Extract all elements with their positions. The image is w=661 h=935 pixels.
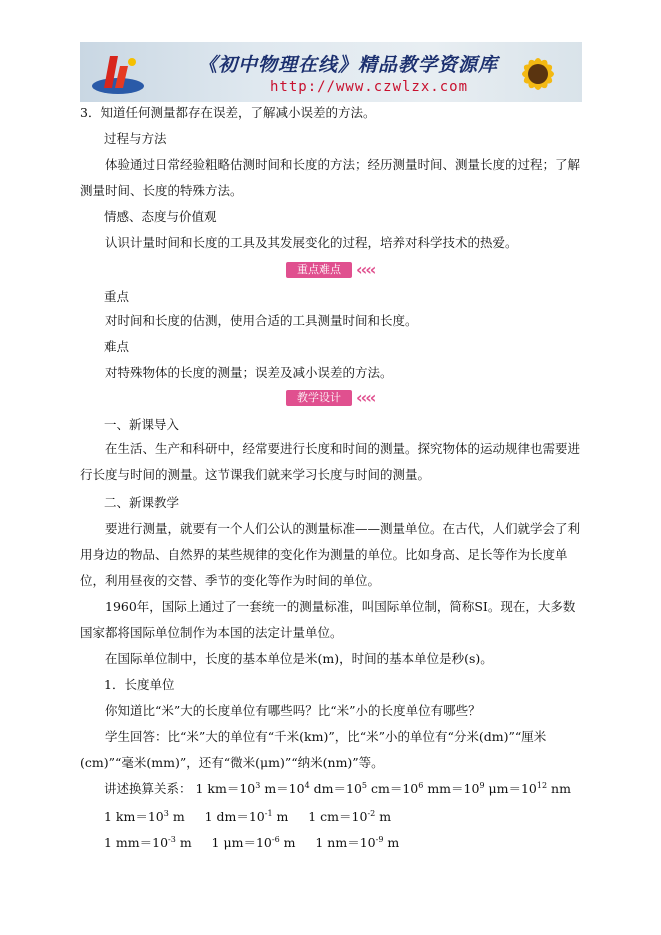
heading-length-units: 1．长度单位 [104,677,175,692]
conversion-chain: 讲述换算关系： 1 $km=10^3$ $m=10^4$ $dm=10^5$ $cm=10^6$ $mm=10^9$ $\mu m=10^{12}$ nm [104,780,571,796]
para-key: 对时间和长度的估测，使用合适的工具测量时间和长度。 [105,313,418,328]
para-new-3: 在国际单位制中，长度的基本单位是米(m)，时间的基本单位是秒(s)。 [105,651,493,666]
sunflower-icon [498,44,576,102]
para-process: 体验通过日常经验粗略估测时间和长度的方法；经历测量时间、测量长度的过程；了解测量时间、长度的特殊方法。 [80,157,581,198]
para-intro: 在生活、生产和科研中，经常要进行长度和时间的测量。探究物体的运动规律也需要进行长度与时间的测量。这节课我们就来学习长度与时间的测量。 [80,441,581,482]
para-new-2: 1960年，国际上通过了一套统一的测量标准，叫国际单位制，简称SI。现在，大多数国家都将国际单位制作为本国的法定计量单位。 [80,599,576,640]
para-answer: 学生回答：比“米”大的单位有“千米(km)”，比“米”小的单位有“分米(dm)”“厘米(cm)”“毫米(mm)”，还有“微米(μm)”“纳米(nm)”等。 [80,729,547,770]
heading-key: 重点 [104,289,130,304]
para-emotion: 认识计量时间和长度的工具及其发展变化的过程，培养对科学技术的热爱。 [105,235,518,250]
heading-process: 过程与方法 [104,131,167,146]
conversion-line-1: 1 $km=10^3$ m 1 $dm=10^{-1}$ m 1 $cm=10^{-2}$ m [104,808,392,824]
heading-difficulty: 难点 [104,339,130,354]
chevrons-left-icon: ‹‹‹‹ [356,260,375,279]
logo-icon [88,48,148,98]
conversion-line-2: 1 $mm=10^{-3}$ m 1 $\mu m=10^{-6}$ m 1 $nm=10^{-9}$ m [104,834,400,850]
para-question: 你知道比“米”大的长度单位有哪些吗？比“米”小的长度单位有哪些？ [105,703,481,718]
tag-label: 重点难点 [286,262,352,278]
heading-emotion: 情感、态度与价值观 [104,209,217,224]
banner-title: 《初中物理在线》精品教学资源库 [198,54,499,76]
header-banner [80,42,582,102]
banner-url[interactable]: http://www.czwlzx.com [270,79,469,95]
tag-label: 教学设计 [286,390,352,406]
chevrons-left-icon: ‹‹‹‹ [356,388,375,407]
line-objective-3: 3．知道任何测量都存在误差，了解减小误差的方法。 [80,105,376,120]
heading-intro: 一、新课导入 [104,417,180,432]
para-difficulty: 对特殊物体的长度的测量；误差及减小误差的方法。 [105,365,393,380]
para-new-1: 要进行测量，就要有一个人们公认的测量标准——测量单位。在古代，人们就学会了利用身边的物品、自然界的某些规律的变化作为测量的单位。比如身高、足长等作为长度单位，利用昼夜的交替、季节的变化等作为时间的单位。 [80,521,581,588]
heading-new-lesson: 二、新课教学 [104,495,180,510]
conversion-label: 讲述换算关系： [104,781,192,796]
